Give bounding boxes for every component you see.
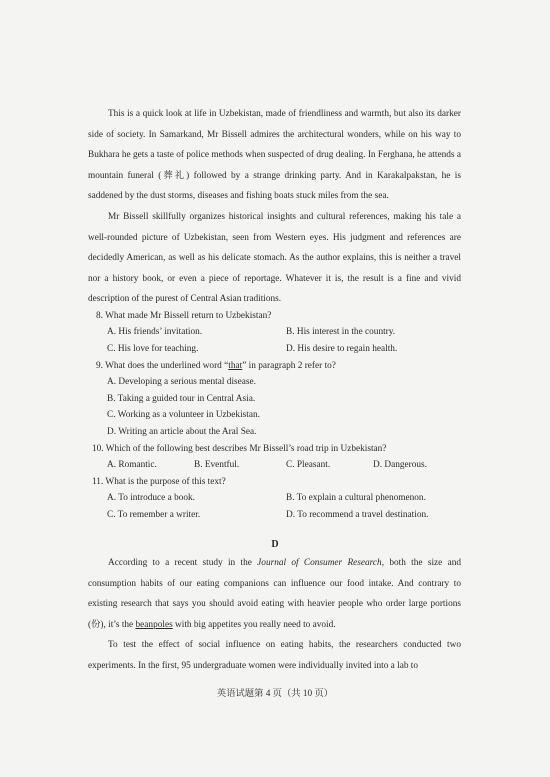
passage-c-paragraph-1: This is a quick look at life in Uzbekistan, made of friendliness and warmth, but also its darker side of society. In Samarkand, Mr Bissell admires the architectural wonders, while on his way to Bukhara he gets a taste of police methods when suspected of drug dealing. In Ferghana, he attends a mountain funeral (葬礼) followed by a strange drinking party. And in Karakalpakstan, he is saddened by the dust storms, diseases and fishing boats stuck miles from the sea. [88,109,461,201]
question-8-stem: 8. What made Mr Bissell return to Uzbekistan? [96,311,272,321]
question-10-option-b: B. Eventful. [194,460,240,470]
question-10-option-a: A. Romantic. [107,460,157,470]
question-11-option-c: C. To remember a writer. [107,510,201,520]
question-8-option-c: C. His love for teaching. [107,344,199,354]
section-letter-d: D [271,539,279,550]
underlined-word-beanpoles: beanpoles [135,619,173,630]
question-9-stem: 9. What does the underlined word “that” in paragraph 2 refer to? [96,361,336,371]
question-11-option-b: B. To explain a cultural phenomenon. [286,493,426,503]
passage-c-paragraph-2: Mr Bissell skillfully organizes historical insights and cultural references, making his tale a well-rounded picture of Uzbekistan, seen from Western eyes. His judgment and references are decidedly American, as well as his delicate stomach. As the author explains, this is neither a travel nor a history book, or even a piece of reportage. Whatever it is, the result is a fine and vivid description of the purest of Central Asian traditions. [88,212,461,304]
underlined-word-that: that [228,361,243,371]
passage-d-paragraph-2: To test the effect of social influence on eating habits, the researchers conducted two experiments. In the first, 95 undergraduate women were individually invited into a lab to [88,640,461,671]
question-10-option-c: C. Pleasant. [286,460,331,470]
question-9-option-d: D. Writing an article about the Aral Sea. [107,427,257,437]
question-10-stem: 10. Which of the following best describes Mr Bissell’s road trip in Uzbekistan? [92,444,387,454]
question-8-option-a: A. His friends’ invitation. [107,327,203,337]
question-9-option-b: B. Taking a guided tour in Central Asia. [107,394,256,404]
passage-d-paragraph-1: According to a recent study in the Journal of Consumer Research, both the size and consumption habits of our eating companions can influence our food intake. And contrary to existing research that says you should avoid eating with heavier people who order large portions (份), it’s the beanpoles with big appetites you really need to avoid. [88,558,462,630]
question-10-option-d: D. Dangerous. [373,460,427,470]
question-8-option-d: D. His desire to regain health. [286,344,398,354]
question-11-option-a: A. To introduce a book. [107,493,195,503]
question-9-option-c: C. Working as a volunteer in Uzbekistan. [107,410,260,420]
journal-title: Journal of Consumer Research [257,558,382,568]
question-8-option-b: B. His interest in the country. [286,327,396,337]
question-9-option-a: A. Developing a serious mental disease. [107,377,256,387]
question-11-stem: 11. What is the purpose of this text? [92,477,226,487]
page-footer: 英语试题第 4 页（共 10 页） [216,689,334,699]
question-11-option-d: D. To recommend a travel destination. [286,510,429,520]
